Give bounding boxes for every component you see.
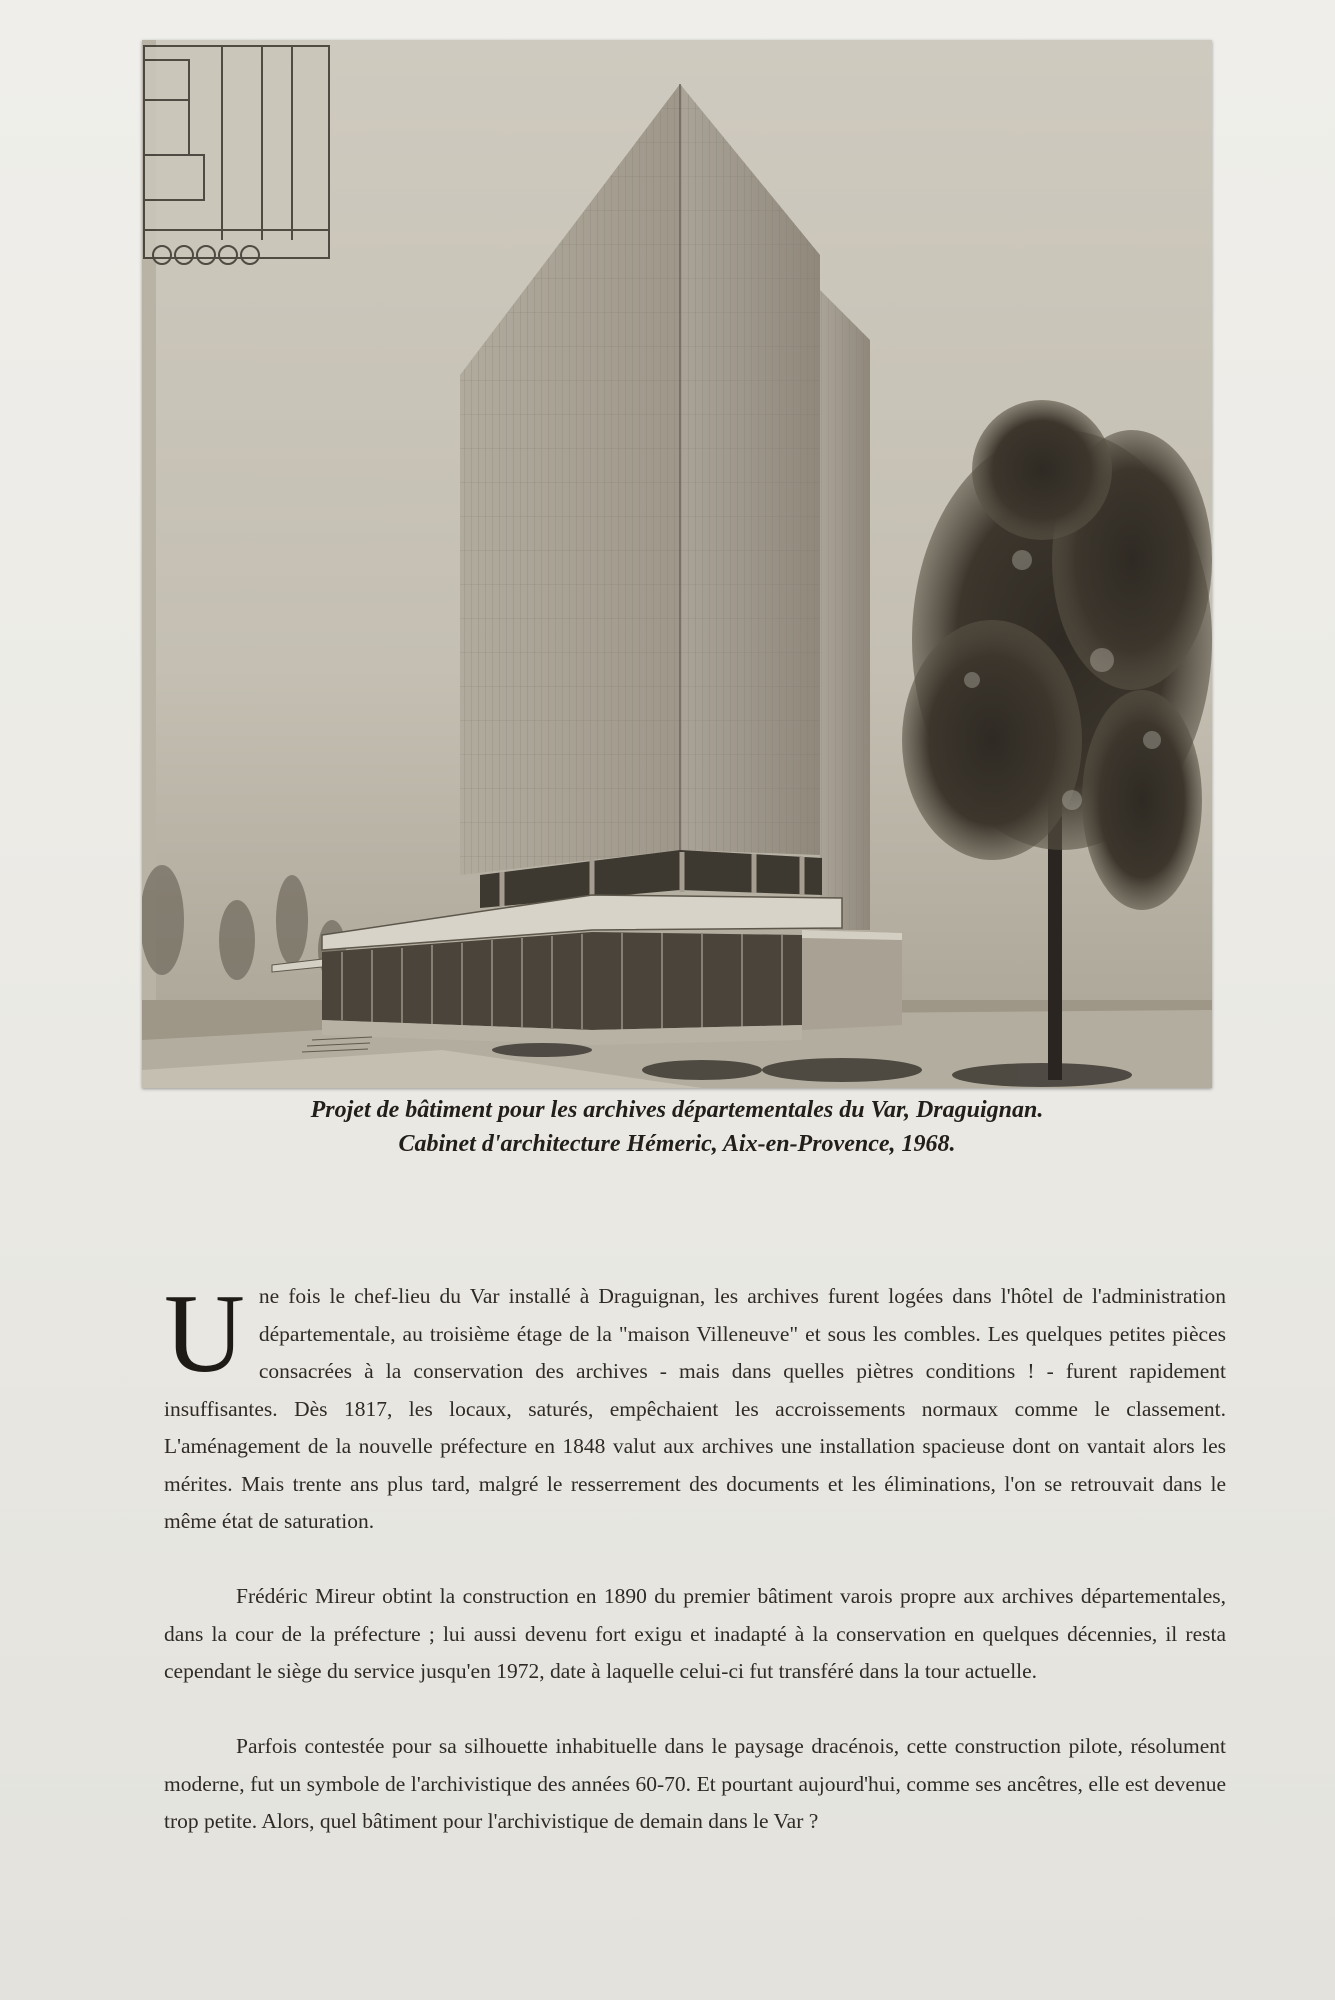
caption-line-2: Cabinet d'architecture Hémeric, Aix-en-Provence, 1968. — [398, 1131, 956, 1157]
architectural-drawing-image — [142, 40, 1212, 1088]
figure-caption — [142, 1093, 1212, 1161]
paragraph-3: Parfois contestée pour sa silhouette inhabituelle dans le paysage dracénois, cette construction pilote, résolument moderne, fut un symbole de l'archivistique des années 60-70. Et pourtant aujourd'hui, comme ses ancêtres, elle est devenue trop petite. Alors, quel bâtiment pour l'archivistique de demain dans le Var ? — [164, 1734, 1226, 1833]
paragraph-1 — [164, 1272, 1226, 1541]
drop-cap: U — [164, 1272, 245, 1396]
paragraph-2: Frédéric Mireur obtint la construction en 1890 du premier bâtiment varois propre aux archives départementales, dans la cour de la préfecture ; lui aussi devenu fort exigu et inadapté à la conservation en quelques décennies, il resta cependant le siège du service jusqu'en 1972, date à laquelle celui-ci fut transféré dans la tour actuelle. — [164, 1584, 1226, 1683]
paragraph-1-text: ne fois le chef-lieu du Var installé à Draguignan, les archives furent logées dans l'hôtel de l'administration départementale, au troisième étage de la "maison Villeneuve" et sous les combles. Les quelques petites pièces consacrées à la conservation des archives - mais dans quelles piètres conditions ! - furent rapidement insuffisantes. Dès 1817, les locaux, saturés, empêchaient les accroissements normaux comme le classement. L'aménagement de la nouvelle préfecture en 1848 valut aux archives une installation spacieuse dont on vantait alors les mérites. Mais trente ans plus tard, malgré le resserrement des documents et les éliminations, l'on se retrouvait dans le même état de saturation. — [164, 1284, 1226, 1533]
caption-line-1: Projet de bâtiment pour les archives départementales du Var, Draguignan. — [310, 1097, 1044, 1123]
article-body — [164, 1272, 1226, 1878]
